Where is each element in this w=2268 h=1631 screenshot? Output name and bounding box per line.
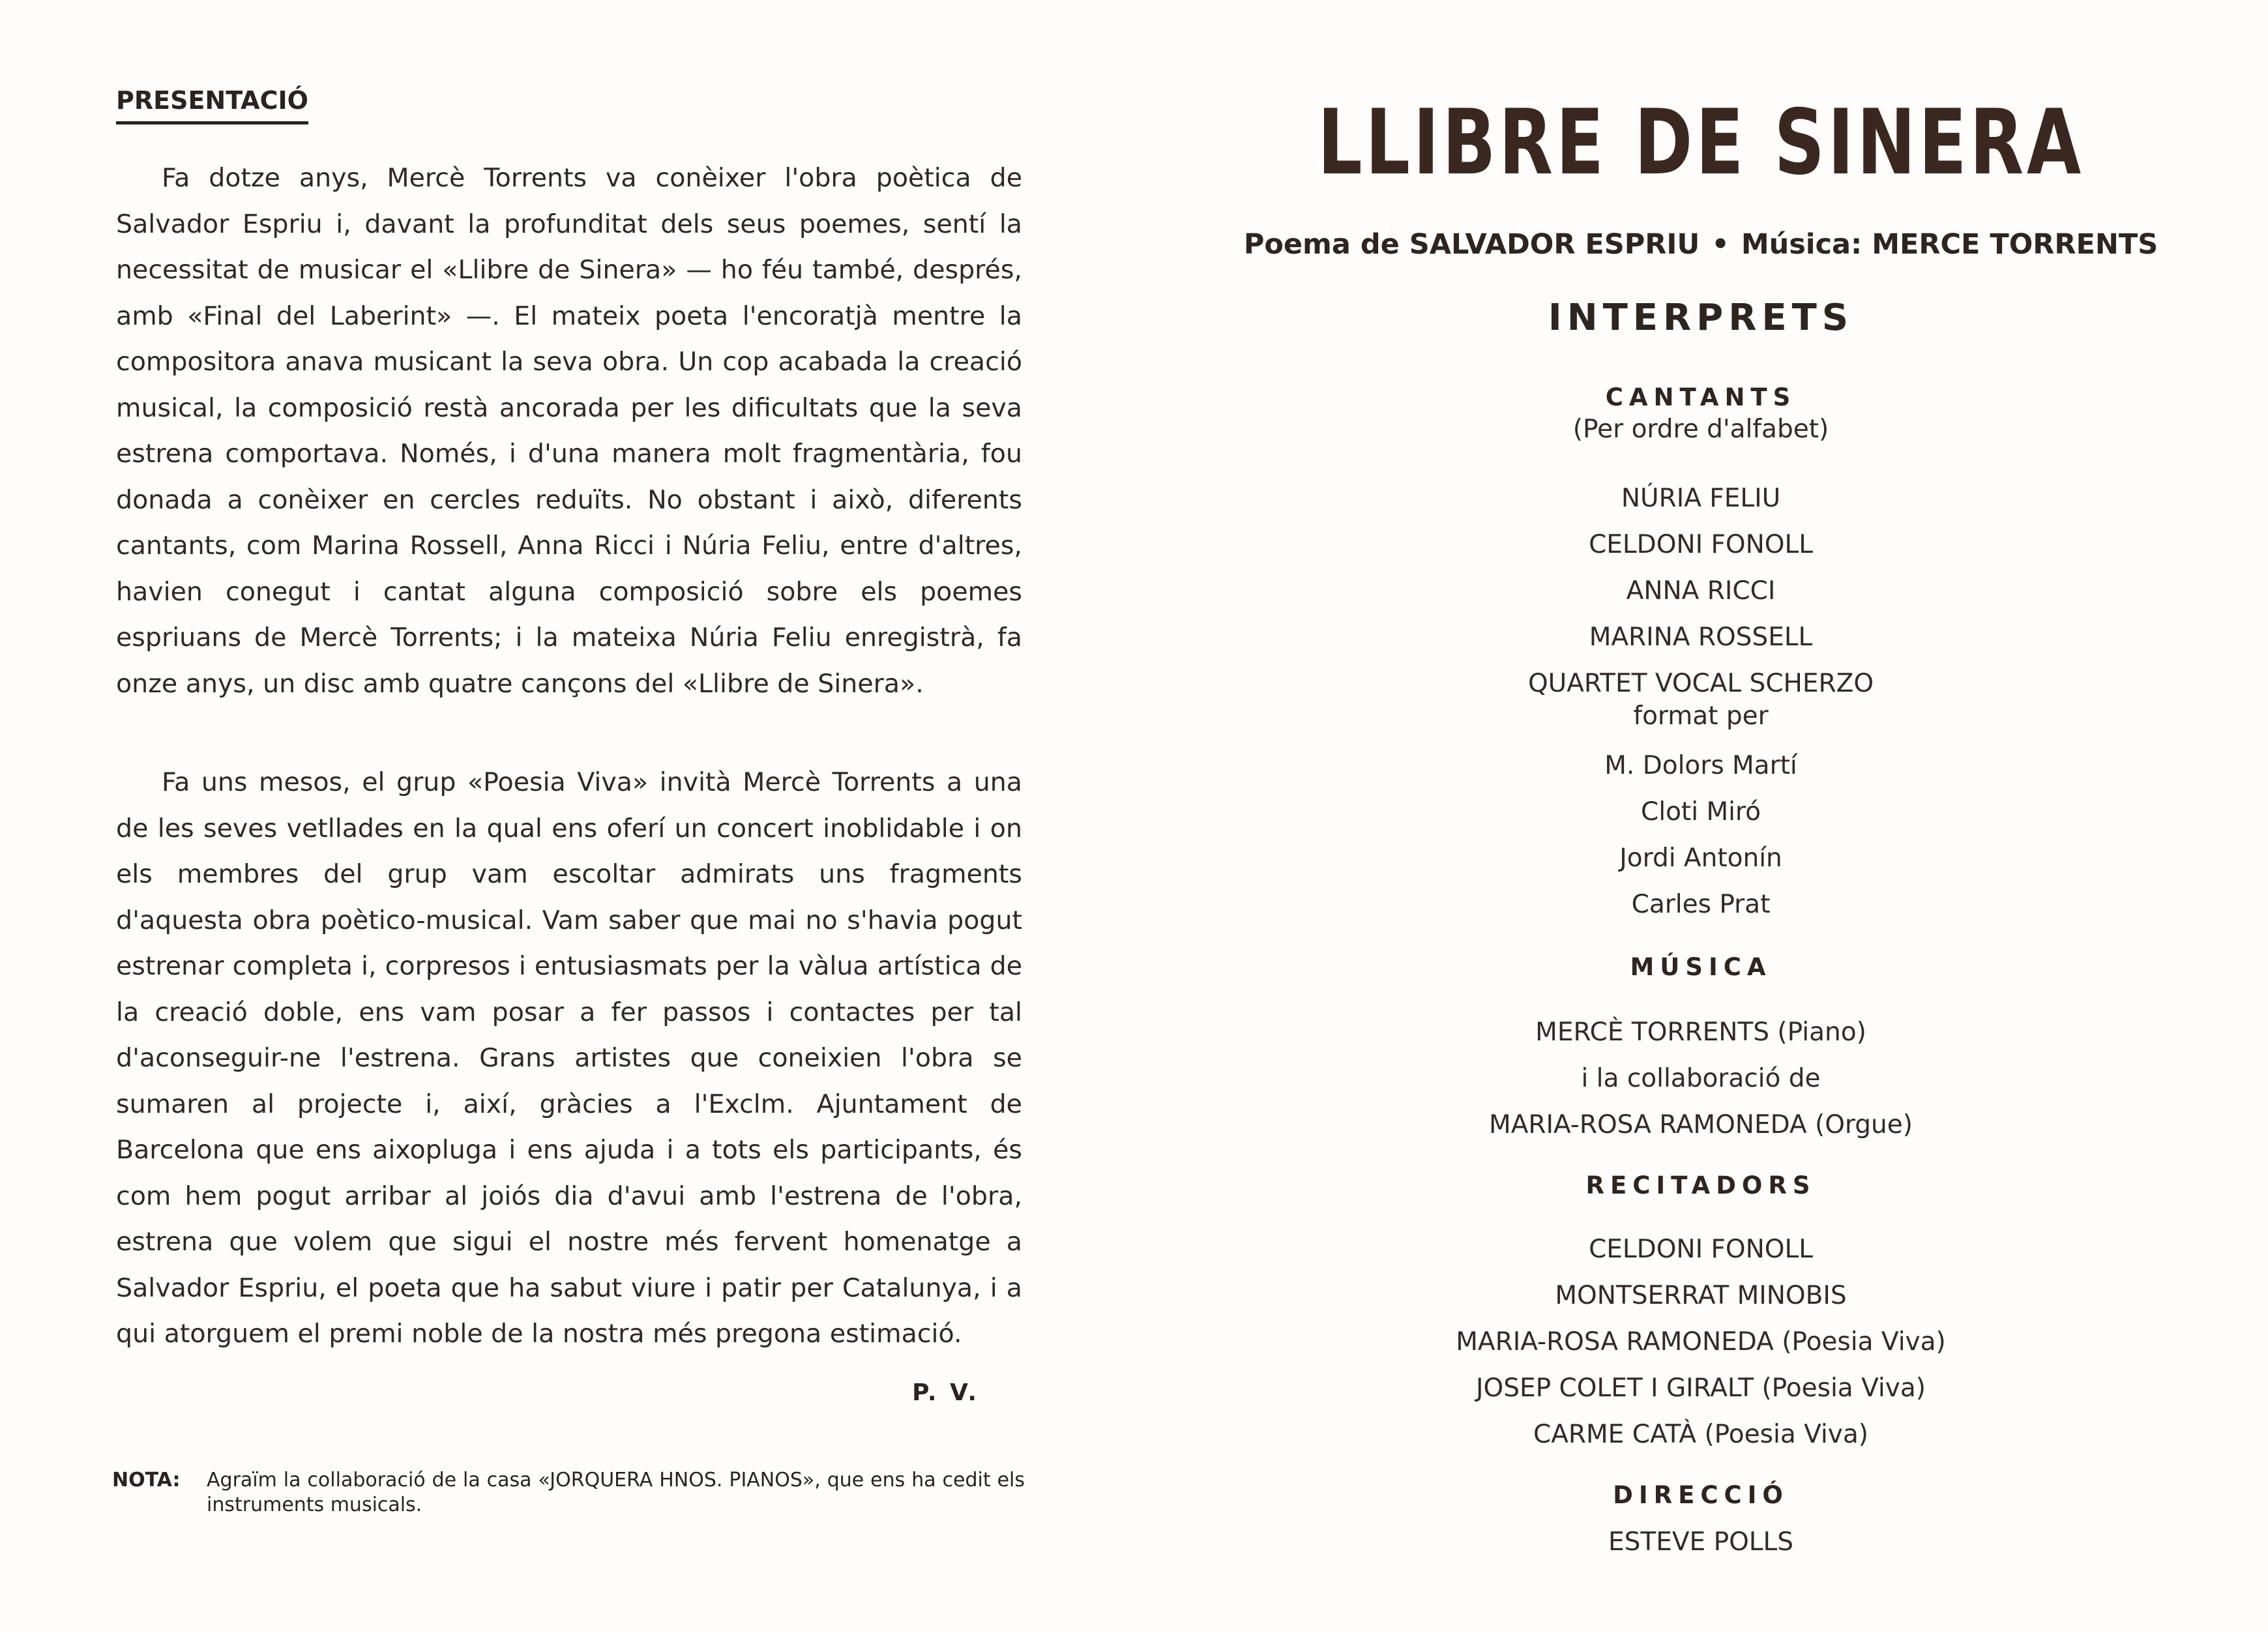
list-item: CELDONI FONOLL [1589, 530, 1813, 559]
quartet-members-list [1134, 742, 2268, 928]
poem-credit: Poema de SALVADOR ESPRIU [1243, 228, 1700, 261]
list-item: Jordi Antonín [1619, 844, 1782, 873]
list-item: Cloti Miró [1641, 797, 1761, 827]
list-item: MARINA ROSSELL [1589, 623, 1813, 652]
list-item: M. Dolors Martí [1604, 751, 1797, 780]
music-list [1134, 1009, 2268, 1148]
footnote [112, 1468, 1025, 1518]
presentation-paragraph-1 [116, 155, 1022, 707]
note-label: NOTA: [112, 1469, 181, 1491]
list-item: CELDONI FONOLL [1589, 1235, 1813, 1264]
paragraph-text: Fa uns mesos, el grup «Poesia Viva» invità Mercè Torrents a una de les seves vetllades en la qual ens oferí un concert inoblidable i on els membres del grup vam escoltar admirats uns fragments d'aquesta obra poètico-musical. Vam saber que mai no s'havia pogut estrenar completa i, corpresos i entusiasmats per la vàlua artística de la creació doble, ens vam posar a fer passos i contactes per tal d'aconseguir-ne l'estrena. Grans artistes que coneixien l'obra se sumaren al projecte i, així, gràcies a l'Exclm. Ajuntament de Barcelona que ens aixopluga i ens ajuda i a tots els participants, és com hem pogut arribar al joiós dia d'avui amb l'estrena de l'obra, estrena que volem que sigui el nostre més fervent homenatge a Salvador Espriu, el poeta que ha sabut viure i patir per Catalunya, i a qui atorguem el premi noble de la nostra més pregona estimació. [116, 767, 1022, 1349]
list-item: MERCÈ TORRENTS (Piano) [1535, 1018, 1866, 1047]
list-item: ANNA RICCI [1626, 576, 1776, 606]
paragraph-text: Fa dotze anys, Mercè Torrents va conèixer l'obra poètica de Salvador Espriu i, davant la profunditat dels seus poemes, sentí la necessitat de musicar el «Llibre de Sinera» — ho féu també, després, amb «Final del Laberint» —. El mateix poeta l'encoratjà mentre la compositora anava musicant la seva obra. Un cop acabada la creació musical, la composició restà ancorada per les dificultats que la seva estrena comportava. Només, i d'una manera molt fragmentària, fou donada a conèixer en cercles reduïts. No obstant i això, diferents cantants, com Marina Rossell, Anna Ricci i Núria Feliu, entre d'altres, havien conegut i cantat alguna composició sobre els poemes espriuans de Mercè Torrents; i la mateixa Núria Feliu enregistrà, fa onze anys, un disc amb quatre cançons del «Llibre de Sinera». [116, 163, 1022, 699]
program-title: LLIBRE DE SINERA [1318, 90, 2084, 195]
list-item: QUARTET VOCAL SCHERZO [1527, 669, 1874, 698]
right-page [1134, 0, 2268, 1631]
singers-heading: CANTANTS [1605, 383, 1797, 411]
list-item: JOSEP COLET I GIRALT (Poesia Viva) [1476, 1374, 1926, 1403]
music-heading: MÚSICA [1630, 953, 1772, 981]
list-item: Carles Prat [1631, 890, 1771, 919]
reciters-list [1134, 1226, 2268, 1458]
music-credit: Música: MERCE TORRENTS [1741, 228, 2158, 261]
list-item: NÚRIA FELIU [1621, 484, 1781, 513]
interprets-heading: INTERPRETS [1548, 297, 1854, 339]
quartet-format-note: format per [1633, 701, 1769, 731]
reciters-heading: RECITADORS [1585, 1171, 1816, 1199]
list-item: CARME CATÀ (Poesia Viva) [1533, 1420, 1868, 1449]
direction-list [1134, 1519, 2268, 1565]
presentation-paragraph-2 [116, 759, 1022, 1357]
singers-order-note: (Per ordre d'alfabet) [1572, 415, 1829, 444]
direction-heading: DIRECCIÓ [1613, 1481, 1789, 1509]
credits-line [1134, 228, 2268, 261]
presentation-heading: PRESENTACIÓ [116, 86, 308, 125]
bullet-separator: • [1711, 228, 1730, 261]
list-item: MARIA-ROSA RAMONEDA (Poesia Viva) [1456, 1327, 1946, 1357]
note-text: Agraïm la collaboració de la casa «JORQUERA HNOS. PIANOS», que ens ha cedit els instruments musicals. [207, 1469, 1025, 1516]
list-item: MARIA-ROSA RAMONEDA (Orgue) [1489, 1110, 1913, 1139]
list-item: i la collaboració de [1581, 1064, 1821, 1093]
list-item: MONTSERRAT MINOBIS [1555, 1281, 1847, 1310]
singers-list [1134, 475, 2268, 707]
list-item: ESTEVE POLLS [1608, 1527, 1793, 1557]
signature: P. V. [912, 1379, 979, 1406]
